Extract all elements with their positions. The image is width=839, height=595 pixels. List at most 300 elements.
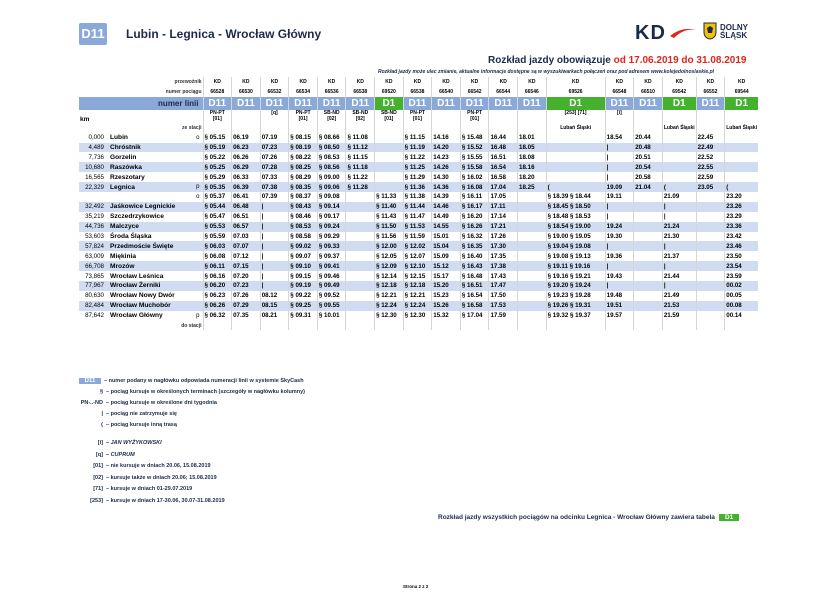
train-number-row xyxy=(79,87,758,97)
arr-dep-mark: p xyxy=(193,182,203,192)
time-cell: 18.25 xyxy=(518,182,547,192)
time-cell: § 11.36 xyxy=(403,182,432,192)
time-cell xyxy=(725,133,758,143)
to-station-label: do stacji xyxy=(181,322,202,329)
time-cell: 14.30 xyxy=(432,172,461,182)
time-cell: § 05.53 xyxy=(203,222,232,232)
time-cell: § 12.00 xyxy=(375,241,404,251)
time-cell: § 11.59 xyxy=(403,232,432,242)
legend-text: – pociąg kursuje inną trasą xyxy=(106,422,177,428)
time-cell: § 06.08 xyxy=(203,251,232,261)
line-number-cell: D11 xyxy=(518,97,547,110)
note-code: [i] xyxy=(617,109,622,116)
arr-dep-mark xyxy=(193,291,203,301)
time-cell: | xyxy=(605,281,634,291)
time-cell xyxy=(696,311,725,321)
time-cell: 19.51 xyxy=(605,301,634,311)
from-station-row-cell xyxy=(232,123,261,133)
kd-logo: KD xyxy=(635,22,666,44)
time-cell xyxy=(375,133,404,143)
time-cell: | xyxy=(662,261,696,271)
date-restriction: SB-ND xyxy=(380,109,397,116)
carrier-row-cell: KD xyxy=(696,77,725,87)
station-km: 80,630 xyxy=(85,292,104,300)
from-station-row-cell xyxy=(518,123,547,133)
time-cell: 00.05 xyxy=(725,291,758,301)
time-cell xyxy=(634,301,663,311)
time-cell xyxy=(346,232,375,242)
time-cell: 14.39 xyxy=(432,192,461,202)
legend-text: – pociąg kursuje w określone dni tygodnia xyxy=(106,400,217,406)
from-station-row-cell xyxy=(289,123,318,133)
time-cell: § 19.00 § 19.05 xyxy=(546,232,605,242)
carrier-row-cell: KD xyxy=(662,77,696,87)
line-number-cell: D11 xyxy=(403,97,432,110)
time-cell: 18.20 xyxy=(518,172,547,182)
train-number-row-cell: 66544 xyxy=(489,87,518,97)
legend-d11 xyxy=(79,378,304,384)
time-cell: § 09.25 xyxy=(289,301,318,311)
to-station-cell xyxy=(546,321,605,331)
time-cell: § 08.56 xyxy=(317,162,346,172)
time-cell: § 18.48 § 18.53 xyxy=(546,212,605,222)
time-cell: § 05.59 xyxy=(203,232,232,242)
station-row xyxy=(79,222,758,232)
line-number-cell: D11 xyxy=(489,97,518,110)
station-km: 35,219 xyxy=(85,213,104,221)
time-cell: 06.57 xyxy=(232,222,261,232)
notes-cell xyxy=(662,110,696,123)
time-cell: 17.43 xyxy=(489,271,518,281)
train-number-row-cell: 69544 xyxy=(725,87,758,97)
time-cell: § 16.35 xyxy=(460,241,489,251)
time-cell xyxy=(634,192,663,202)
station-name: Wrocław Główny xyxy=(110,312,163,320)
station-name: Szczedrzykowice xyxy=(110,213,164,221)
kd-swoosh-icon xyxy=(668,26,698,40)
time-cell: 07.26 xyxy=(232,291,261,301)
carrier-row-cell: KD xyxy=(489,77,518,87)
time-cell: § 19.23 § 19.28 xyxy=(546,291,605,301)
legend-item xyxy=(79,389,305,395)
legend-note xyxy=(79,475,217,481)
bottom-note-badge: D1 xyxy=(719,514,739,521)
to-station-cell xyxy=(375,321,404,331)
to-station-cell xyxy=(203,321,232,331)
from-station-row-cell xyxy=(317,123,346,133)
notes-cell xyxy=(232,110,261,123)
time-cell: 19.43 xyxy=(605,271,634,281)
arr-dep-mark xyxy=(193,241,203,251)
carrier-row-cell: KD xyxy=(725,77,758,87)
time-cell: § 11.44 xyxy=(403,202,432,212)
from-station-row xyxy=(79,123,758,133)
time-cell: 17.35 xyxy=(489,251,518,261)
time-cell xyxy=(696,291,725,301)
time-cell xyxy=(634,271,663,281)
time-cell: § 11.38 xyxy=(403,192,432,202)
arr-dep-mark xyxy=(193,232,203,242)
time-cell xyxy=(518,301,547,311)
time-cell: § 19.11 § 19.16 xyxy=(546,261,605,271)
time-cell xyxy=(518,232,547,242)
line-number-cell: D11 xyxy=(634,97,663,110)
time-cell xyxy=(725,152,758,162)
note-code: [02] xyxy=(355,115,365,122)
time-cell xyxy=(696,192,725,202)
time-cell: § 08.46 xyxy=(289,212,318,222)
from-station-row-cell xyxy=(432,123,461,133)
legend-note-code: [71] xyxy=(93,486,103,492)
notes-cell xyxy=(317,110,346,123)
line-number-cell: D11 xyxy=(203,97,232,110)
time-cell: § 08.22 xyxy=(289,152,318,162)
line-number-cell: D11 xyxy=(432,97,461,110)
time-cell: § 09.49 xyxy=(317,281,346,291)
time-cell: 22.52 xyxy=(696,152,725,162)
time-cell: 06.51 xyxy=(232,212,261,222)
time-cell xyxy=(662,152,696,162)
time-cell: § 08.53 xyxy=(289,222,318,232)
line-number-cell: D11 xyxy=(232,97,261,110)
legend-note-text: – kursuje w dniach 01-29.07.2019 xyxy=(106,486,193,492)
time-cell xyxy=(662,133,696,143)
time-cell: § 16.48 xyxy=(460,271,489,281)
to-station-cell xyxy=(518,321,547,331)
time-cell: 23.50 xyxy=(725,251,758,261)
time-cell: 20.48 xyxy=(634,143,663,153)
time-cell: 07.26 xyxy=(260,152,289,162)
date-restriction: PN-PT xyxy=(209,109,225,116)
time-cell: § 09.19 xyxy=(289,281,318,291)
time-cell: | xyxy=(260,241,289,251)
time-cell xyxy=(634,222,663,232)
note-code: [01] xyxy=(298,115,308,122)
time-cell: 18.01 xyxy=(518,133,547,143)
time-cell xyxy=(346,271,375,281)
time-cell: § 09.07 xyxy=(289,251,318,261)
time-cell: 16.54 xyxy=(489,162,518,172)
time-cell: 07.38 xyxy=(260,182,289,192)
time-cell: 17.14 xyxy=(489,212,518,222)
time-cell: 14.46 xyxy=(432,202,461,212)
line-number-label: numer linii xyxy=(79,97,203,110)
carrier-row-cell: KD xyxy=(346,77,375,87)
time-cell xyxy=(518,222,547,232)
time-cell: 21.37 xyxy=(662,251,696,261)
date-restriction: PN-PT xyxy=(409,109,425,116)
time-cell xyxy=(696,271,725,281)
time-cell xyxy=(696,232,725,242)
time-cell xyxy=(518,261,547,271)
to-station-cell xyxy=(489,321,518,331)
arr-dep-mark xyxy=(193,202,203,212)
disclaimer: Rozkład jazdy może ulec zmianie, aktualne informacje dostępne są w wyszukiwarkach połączeń oraz pod adresem www.kolejedolnoslaskie.pl xyxy=(378,69,715,75)
time-cell xyxy=(346,311,375,321)
time-cell xyxy=(546,133,605,143)
arr-dep-mark: o xyxy=(196,134,200,141)
train-number-row-cell: 66538 xyxy=(403,87,432,97)
time-cell: | xyxy=(605,162,634,172)
time-cell: 20.44 xyxy=(634,133,663,143)
time-cell: 18.54 xyxy=(605,133,634,143)
train-number-row-cell: 66528 xyxy=(203,87,232,97)
arr-dep-mark xyxy=(193,271,203,281)
notes-cell xyxy=(203,110,232,123)
time-cell: § 09.24 xyxy=(317,222,346,232)
train-number-row-cell: 66538 xyxy=(346,87,375,97)
time-cell xyxy=(375,143,404,153)
station-km: 77,967 xyxy=(79,281,109,291)
time-cell: | xyxy=(260,232,289,242)
legend-note-text: – kursuje w dniach 17-30.06, 30.07-31.08.2019 xyxy=(106,497,225,504)
station-km: 53,603 xyxy=(85,233,104,241)
time-cell: § 12.10 xyxy=(403,261,432,271)
time-cell xyxy=(375,182,404,192)
time-cell: § 12.24 xyxy=(375,301,404,311)
station-name: Rzeszotary xyxy=(110,173,145,181)
time-cell: § 11.19 xyxy=(403,143,432,153)
time-cell: § 09.14 xyxy=(317,202,346,212)
from-station-row-cell: Lubań Śląski xyxy=(546,123,605,133)
carrier-row-cell: KD xyxy=(289,77,318,87)
time-cell: 06.48 xyxy=(232,202,261,212)
time-cell: § 12.24 xyxy=(403,301,432,311)
time-cell: 19.48 xyxy=(605,291,634,301)
note-code: [q] xyxy=(271,109,278,116)
time-cell: § 16.11 xyxy=(460,192,489,202)
carrier-row-cell: KD xyxy=(317,77,346,87)
station-km: 63,009 xyxy=(85,252,104,260)
legend-d11-badge: D11 xyxy=(79,378,101,384)
time-cell: 17.53 xyxy=(489,301,518,311)
time-cell: § 05.22 xyxy=(203,152,232,162)
station-row xyxy=(79,162,758,172)
legend-symbol: | xyxy=(101,411,103,417)
time-cell: 22.55 xyxy=(696,162,725,172)
line-number-cell: D1 xyxy=(662,97,696,110)
legend-note-text: – nie kursuje w dniach 20.06, 15.08.2019 xyxy=(106,463,211,469)
time-cell: | xyxy=(605,152,634,162)
to-station-row xyxy=(79,321,758,331)
from-station-row-cell xyxy=(375,123,404,133)
line-number-cell: D11 xyxy=(260,97,289,110)
time-cell: | xyxy=(260,281,289,291)
legend-note xyxy=(79,463,211,469)
time-cell: § 11.15 xyxy=(346,152,375,162)
legend-symbol: § xyxy=(99,389,103,395)
time-cell: 00.02 xyxy=(725,281,758,291)
from-station-row-label: ze stacji xyxy=(182,124,202,131)
time-cell: | xyxy=(605,143,634,153)
station-km: 57,824 xyxy=(79,241,109,251)
time-cell: § 09.15 xyxy=(289,271,318,281)
to-station-cell xyxy=(725,321,758,331)
time-cell xyxy=(696,261,725,271)
time-cell xyxy=(375,172,404,182)
station-name: Lubin xyxy=(110,134,128,142)
train-number-row-cell: 69520 xyxy=(375,87,404,97)
date-restriction: SB-ND xyxy=(323,109,340,116)
station-row xyxy=(79,261,758,271)
from-station-row-cell xyxy=(403,123,432,133)
time-cell: § 08.37 xyxy=(289,192,318,202)
carrier-row xyxy=(79,77,758,87)
time-cell: § 19.20 § 19.24 xyxy=(546,281,605,291)
time-cell: § 09.52 xyxy=(317,291,346,301)
time-cell xyxy=(346,241,375,251)
time-cell: § 19.16 § 19.21 xyxy=(546,271,605,281)
time-cell: § 11.15 xyxy=(403,133,432,143)
notes-cell xyxy=(346,110,375,123)
time-cell: 07.39 xyxy=(260,192,289,202)
time-cell: 07.33 xyxy=(260,172,289,182)
station-row xyxy=(79,172,758,182)
timetable xyxy=(79,77,758,330)
time-cell: 15.17 xyxy=(432,271,461,281)
station-km: 87,642 xyxy=(85,312,104,320)
legend-symbol: PN-..-ND xyxy=(80,400,103,406)
station-row xyxy=(79,281,758,291)
train-number-row-cell: 69542 xyxy=(662,87,696,97)
station-km: 73,865 xyxy=(85,272,104,280)
legend-item xyxy=(79,400,217,406)
time-cell: 17.05 xyxy=(489,192,518,202)
time-cell xyxy=(634,281,663,291)
time-cell xyxy=(662,162,696,172)
time-cell: § 05.19 xyxy=(203,143,232,153)
station-km: 66,708 xyxy=(79,261,109,271)
train-number-row-cell: 66552 xyxy=(696,87,725,97)
station-row xyxy=(79,182,758,192)
time-cell: § 09.33 xyxy=(317,241,346,251)
legend-note-code: [253] xyxy=(90,497,103,504)
time-cell xyxy=(346,202,375,212)
time-cell: § 16.43 xyxy=(460,261,489,271)
notes-cell xyxy=(696,110,725,123)
time-cell: § 11.29 xyxy=(403,172,432,182)
notes-row xyxy=(79,110,758,123)
time-cell: 15.01 xyxy=(432,232,461,242)
date-restriction: PN-PT xyxy=(295,109,311,116)
note-code: [253] [71] xyxy=(564,109,587,116)
station-name: Przedmoście Święte xyxy=(109,241,193,251)
time-cell xyxy=(546,143,605,153)
time-cell: § 08.53 xyxy=(317,152,346,162)
logo-line-1: DOLNY xyxy=(720,23,748,32)
legend-note-code: [02] xyxy=(93,474,103,481)
dolny-slask-crest-icon xyxy=(703,22,717,40)
date-restriction: PN-PT xyxy=(467,109,483,116)
time-cell xyxy=(696,251,725,261)
to-station-cell xyxy=(460,321,489,331)
time-cell: 15.12 xyxy=(432,261,461,271)
time-cell: 21.53 xyxy=(662,301,696,311)
line-number-cell: D11 xyxy=(605,97,634,110)
time-cell: § 16.20 xyxy=(460,212,489,222)
station-name: Chróstnik xyxy=(109,143,193,153)
time-cell: 14.36 xyxy=(432,182,461,192)
time-cell: 08.15 xyxy=(260,301,289,311)
time-cell: 14.20 xyxy=(432,143,461,153)
bottom-note-text: Rozkład jazdy wszystkich pociągów na odcinku Legnica - Wrocław Główny zawiera tabela xyxy=(438,514,715,521)
station-name: Środa Śląska xyxy=(110,233,152,241)
time-cell: § 16.02 xyxy=(460,172,489,182)
time-cell: 08.12 xyxy=(260,291,289,301)
time-cell: § 09.55 xyxy=(317,301,346,311)
time-cell: 08.21 xyxy=(260,311,289,321)
time-cell: 22.49 xyxy=(696,143,725,153)
time-cell xyxy=(634,241,663,251)
time-cell: § 19.32 § 19.37 xyxy=(546,311,605,321)
time-cell: 23.54 xyxy=(725,261,758,271)
time-cell: | xyxy=(605,172,634,182)
arr-dep-mark xyxy=(193,261,203,271)
legend-text: – pociąg nie zatrzymuje się xyxy=(106,411,177,417)
time-cell: § 12.05 xyxy=(375,251,404,261)
time-cell xyxy=(346,261,375,271)
time-cell: § 15.52 xyxy=(460,143,489,153)
notes-cell xyxy=(403,110,432,123)
station-km: 4,489 xyxy=(79,143,109,153)
time-cell: | xyxy=(662,202,696,212)
to-station-cell xyxy=(696,321,725,331)
to-station-cell xyxy=(317,321,346,331)
arr-dep-mark xyxy=(193,152,203,162)
time-cell xyxy=(346,281,375,291)
time-cell: § 16.17 xyxy=(460,202,489,212)
time-cell: | xyxy=(605,261,634,271)
time-cell: § 16.08 xyxy=(460,182,489,192)
time-cell: § 05.37 xyxy=(203,192,232,202)
route-title: Lubin - Legnica - Wrocław Główny xyxy=(126,27,322,41)
time-cell: 07.35 xyxy=(232,311,261,321)
time-cell: | xyxy=(260,261,289,271)
to-station-cell xyxy=(432,321,461,331)
train-number-row-cell: 66546 xyxy=(518,87,547,97)
time-cell: 23.42 xyxy=(725,232,758,242)
time-cell: § 10.01 xyxy=(317,311,346,321)
time-cell xyxy=(634,202,663,212)
from-station-row-cell xyxy=(605,123,634,133)
time-cell: § 16.58 xyxy=(460,301,489,311)
time-cell: 19.36 xyxy=(605,251,634,261)
station-row xyxy=(79,133,758,143)
arr-dep-mark xyxy=(193,172,203,182)
time-cell xyxy=(546,172,605,182)
time-cell: 00.08 xyxy=(725,301,758,311)
station-name: Jaśkowice Legnickie xyxy=(109,202,193,212)
time-cell: § 15.55 xyxy=(460,152,489,162)
time-cell: 17.11 xyxy=(489,202,518,212)
time-cell xyxy=(634,232,663,242)
notes-cell xyxy=(260,110,289,123)
time-cell xyxy=(696,222,725,232)
bottom-note xyxy=(438,514,739,521)
time-cell: § 06.26 xyxy=(203,301,232,311)
time-cell: | xyxy=(662,281,696,291)
time-cell: § 11.28 xyxy=(346,182,375,192)
time-cell: § 05.35 xyxy=(203,182,232,192)
time-cell: § 15.48 xyxy=(460,133,489,143)
time-cell: § 09.37 xyxy=(317,251,346,261)
note-code: [01] xyxy=(413,115,422,122)
time-cell: 00.14 xyxy=(725,311,758,321)
time-cell: § 09.22 xyxy=(289,291,318,301)
time-cell: § 11.43 xyxy=(375,212,404,222)
station-row xyxy=(79,311,758,321)
carrier-row-cell: KD xyxy=(605,77,634,87)
